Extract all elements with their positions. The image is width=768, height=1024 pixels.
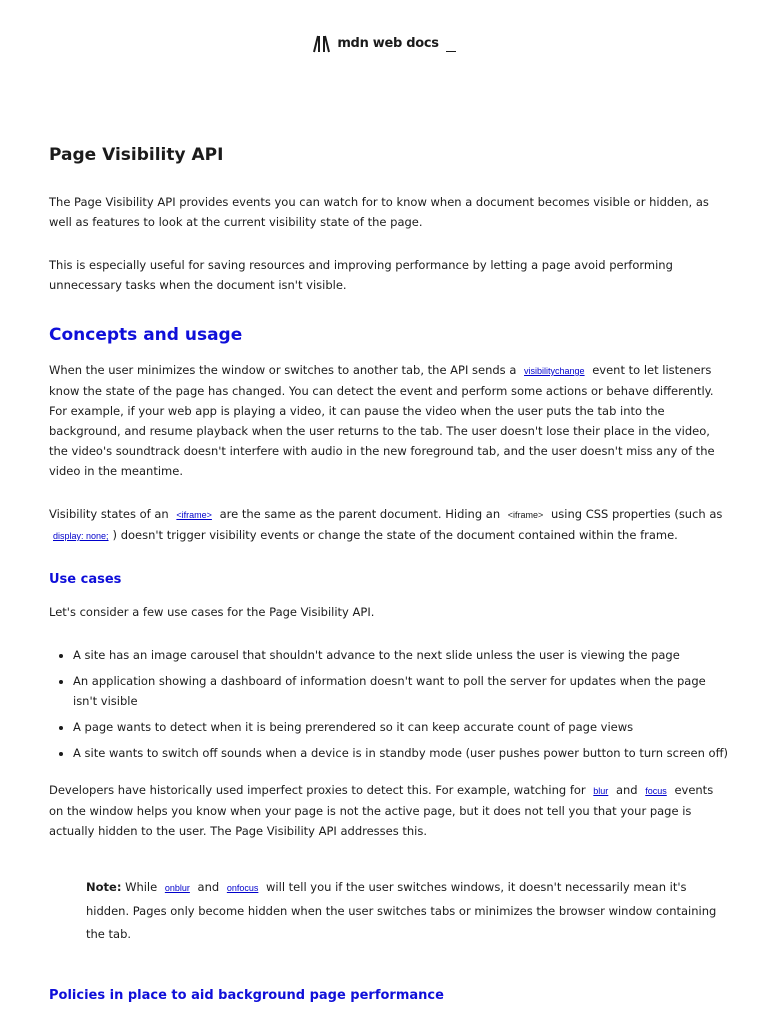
list-item: • An application showing a dashboard of information doesn't want to poll the server for updates when the page isn't visible [73,671,729,711]
focus-link[interactable]: focus [645,786,667,796]
intro-paragraph-1: The Page Visibility API provides events you can watch for to know when a document becomes visible or hidden, as well as features to look at the current visibility state of the page. [49,195,709,229]
list-item: • A site wants to switch off sounds when a device is in standby mode (user pushes power button to turn screen off) [73,743,729,763]
use-cases-list [49,645,729,763]
list-item: • A site has an image carousel that shouldn't advance to the next slide unless the user is viewing the page [73,645,729,665]
main-content [49,140,729,1008]
onblur-link[interactable]: onblur [164,883,190,893]
dev-text-c: events on the window helps you know when your page is not the active page, but it does not tell you that your page is actually hidden to the user. The Page Visibility API addresses this. [49,783,714,838]
concepts-p2-text-d: ) doesn't trigger visibility events or change the state of the document contained within the frame. [112,528,678,542]
blur-link[interactable]: blur [593,786,609,796]
concepts-paragraph-2 [49,504,729,546]
iframe-link[interactable]: <iframe> [176,510,212,520]
use-cases-intro: Let's consider a few use cases for the Page Visibility API. [49,605,375,619]
note-callout [86,876,729,946]
logo-underscore [446,37,456,52]
visibilitychange-link[interactable]: visibilitychange [524,366,585,376]
mdn-logo-icon [312,35,332,53]
note-text-a: While [125,880,158,894]
concepts-p1-text-b: event to let listeners know the state of the page has changed. You can detect the event and perform some actions or behave differently. For example, if your web app is playing a video, it can pause the video when the user puts the tab into the background, and resume playback when the user returns to the tab. The user doesn't lose their place in the video, the video's soundtrack doesn't interfere with audio in the new foreground tab, and the user doesn't miss any of the video in the meantime. [49,363,715,478]
concepts-p1-text-a: When the user minimizes the window or switches to another tab, the API sends a [49,363,517,377]
note-text-b: and [197,880,220,894]
concepts-p2-text-c: using CSS properties (such as [550,507,723,521]
list-item: • A page wants to detect when it is being prerendered so it can keep accurate count of page views [73,717,729,737]
logo-text: mdn web docs [337,36,439,51]
iframe-code: <iframe> [507,510,544,520]
use-cases-heading: Use cases [49,572,122,587]
concepts-p2-text-a: Visibility states of an [49,507,169,521]
intro-paragraph-2: This is especially useful for saving resources and improving performance by letting a page avoid performing unnecessary tasks when the document isn't visible. [49,258,673,292]
note-text-c: will tell you if the user switches windows, it doesn't necessarily mean it's hidden. Pages only become hidden when the user switches tabs or minimizes the browser window containing the tab. [86,880,717,941]
concepts-p2-text-b: are the same as the parent document. Hiding an [219,507,501,521]
concepts-heading: Concepts and usage [49,325,243,345]
note-label: Note: [86,880,122,894]
developers-paragraph [49,780,729,841]
dev-text-b: and [615,783,638,797]
mdn-logo[interactable] [0,34,768,54]
concepts-paragraph-1 [49,360,729,481]
display-none-link[interactable]: display: none; [53,531,109,541]
page-title: Page Visibility API [49,145,224,165]
dev-text-a: Developers have historically used imperfect proxies to detect this. For example, watching for [49,783,586,797]
onfocus-link[interactable]: onfocus [226,883,259,893]
policies-heading: Policies in place to aid background page performance [49,988,444,1003]
